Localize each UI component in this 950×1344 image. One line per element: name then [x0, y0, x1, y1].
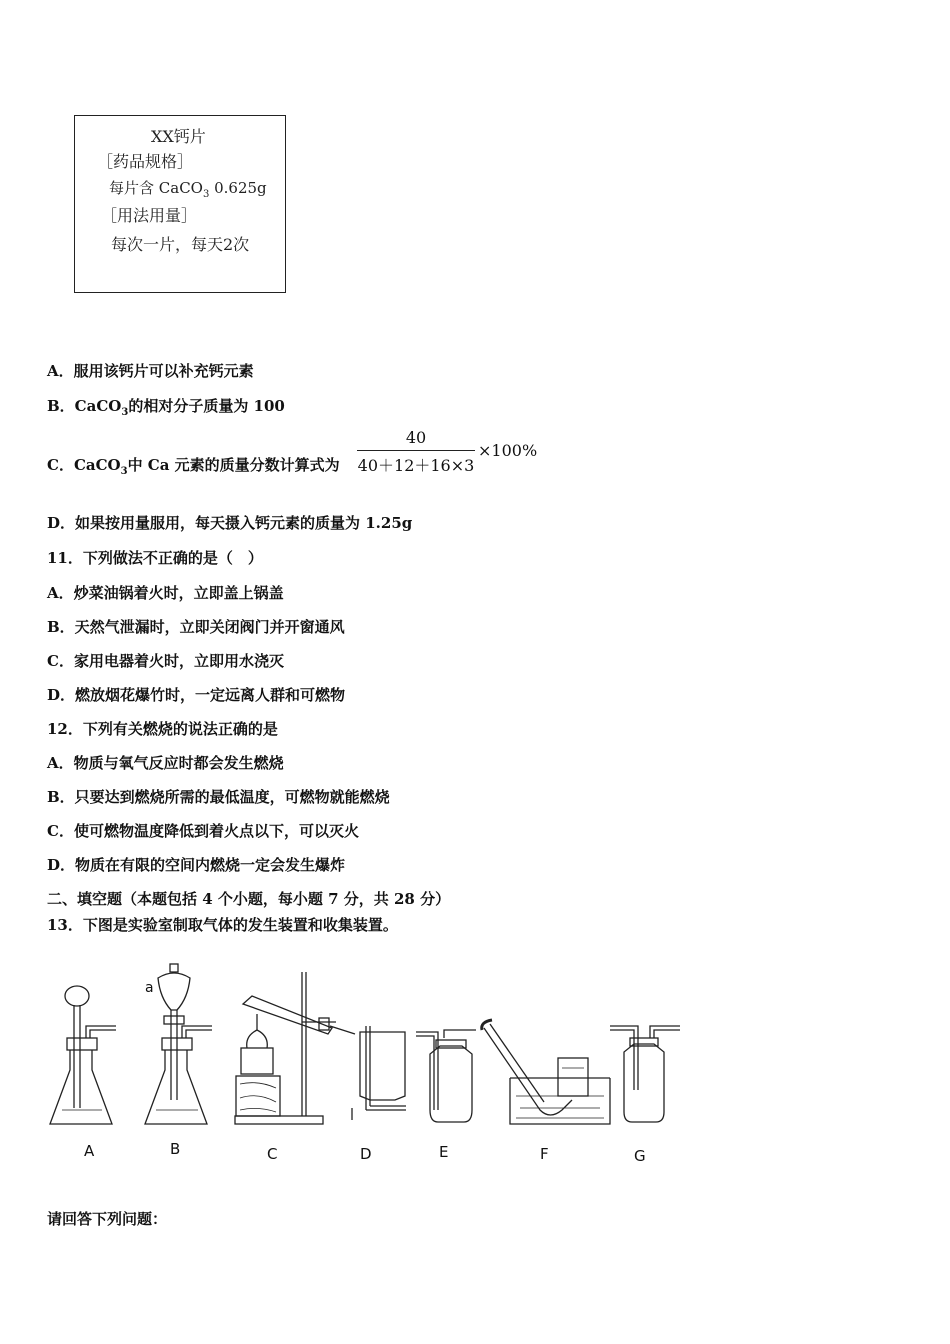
label-usage-heading: ［用法用量］ — [101, 206, 198, 225]
apparatus-c-heating-setup — [235, 972, 355, 1124]
medicine-label-box — [74, 115, 286, 293]
lab-apparatus-figure — [40, 960, 700, 1140]
apparatus-f-water-trough — [482, 1020, 610, 1124]
answer-prompt: 请回答下列问题： — [47, 1210, 168, 1228]
q12-option-a: A．物质与氧气反应时都会发生燃烧 — [47, 754, 284, 772]
caption-g: G — [634, 1147, 646, 1165]
q11-option-c: C．家用电器着火时，立即用水浇灭 — [47, 652, 284, 670]
caption-f: F — [540, 1145, 549, 1163]
caption-c: C — [267, 1145, 278, 1163]
caption-a: A — [84, 1142, 95, 1160]
q10-option-c: C．CaCO$_3$中 Ca 元素的质量分数计算式为 — [47, 456, 340, 477]
mass-fraction-formula — [357, 428, 475, 476]
apparatus-a-flask-with-funnel — [50, 986, 116, 1124]
caption-e: E — [439, 1143, 449, 1161]
q13-stem: 13．下图是实验室制取气体的发生装置和收集装置。 — [47, 916, 398, 934]
fraction-multiplier: ×100% — [478, 441, 538, 460]
label-usage-text: 每次一片，每天2次 — [111, 235, 250, 254]
apparatus-b-flask-with-separatory-funnel — [145, 964, 212, 1124]
fraction-numerator: 40 — [405, 428, 427, 447]
q11-option-d: D．燃放烟花爆竹时，一定远离人群和可燃物 — [47, 686, 346, 704]
label-spec-heading: ［药品规格］ — [97, 152, 194, 171]
q10-option-d: D．如果按用量服用，每天摄入钙元素的质量为 1.25g — [47, 514, 413, 532]
funnel-label-a: a — [145, 980, 154, 996]
q12-option-b: B．只要达到燃烧所需的最低温度，可燃物就能燃烧 — [47, 788, 390, 806]
q11-option-a: A．炒菜油锅着火时，立即盖上锅盖 — [47, 584, 284, 602]
q12-option-d: D．物质在有限的空间内燃烧一定会发生爆炸 — [47, 856, 346, 874]
apparatus-d-gas-bottle-inverted — [352, 1026, 406, 1120]
q11-option-b: B．天然气泄漏时，立即关闭阀门并开窗通风 — [47, 618, 345, 636]
q11-stem: 11．下列做法不正确的是（ ） — [47, 549, 263, 567]
caption-b: B — [170, 1140, 181, 1158]
section-heading: 二、填空题（本题包括 4 个小题，每小题 7 分，共 28 分） — [47, 890, 451, 908]
caption-d: D — [360, 1145, 372, 1163]
apparatus-g-washing-bottle — [610, 1026, 680, 1122]
q12-option-c: C．使可燃物温度降低到着火点以下，可以灭火 — [47, 822, 359, 840]
q12-stem: 12．下列有关燃烧的说法正确的是 — [47, 720, 278, 738]
fraction-denominator: 40＋12＋16×3 — [357, 456, 475, 475]
label-title: XX钙片 — [151, 127, 206, 146]
apparatus-e-gas-bottle-upright — [416, 1030, 476, 1122]
q10-option-b: B．CaCO$_3$的相对分子质量为 100 — [47, 397, 285, 418]
q10-option-a: A．服用该钙片可以补充钙元素 — [47, 362, 254, 380]
label-spec-line: 每片含 CaCO$_3$ 0.625g — [109, 179, 267, 200]
